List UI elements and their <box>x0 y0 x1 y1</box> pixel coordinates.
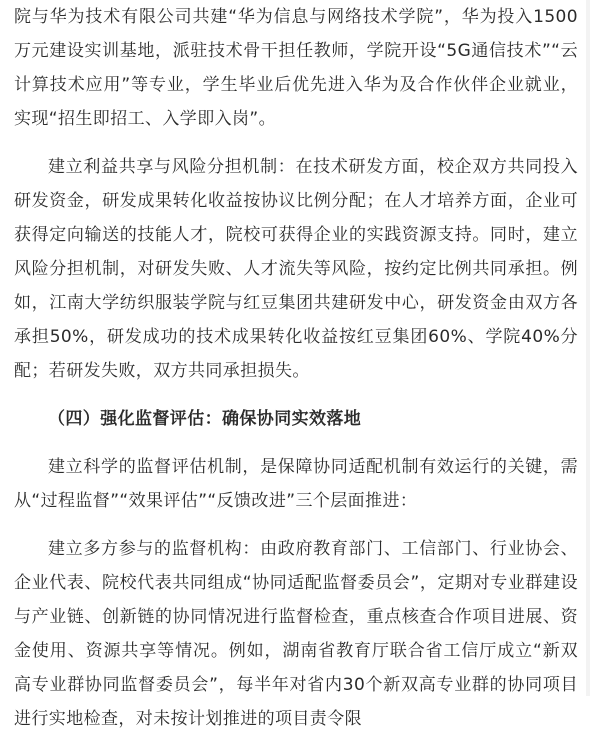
paragraph-benefit-sharing: 建立利益共享与风险分担机制：在技术研发方面，校企双方共同投入研发资金，研发成果转化收益按协议比例分配；在人才培养方面，企业可获得定向输送的技能人才，院校可获得企业的实践资源支持。同时，建立风险分担机制，对研发失败、人才流失等风险，按约定比例共同承担。例如，江南大学纺织服装学院与红豆集团共建研发中心，研发资金由双方各承担50%，研发成功的技术成果转化收益按红豆集团60%、学院40%分配；若研发失败，双方共同承担损失。 <box>14 157 578 381</box>
scrollbar-track[interactable] <box>586 0 590 696</box>
paragraph-evaluation-intro: 建立科学的监督评估机制，是保障协同适配机制有效运行的关键，需从“过程监督”“效果评估”“反馈改进”三个层面推进： <box>14 457 578 511</box>
section-heading: （四）强化监督评估：确保协同实效落地 <box>48 409 362 429</box>
paragraph-gap <box>14 436 578 450</box>
paragraph-huawei-example: 院与华为技术有限公司共建“华为信息与网络技术学院”，华为投入1500万元建设实训基地，派驻技术骨干担任教师，学院开设“5G通信技术”“云计算技术应用”等专业，学生毕业后优先进入华为及合作伙伴企业就业，实现“招生即招工、入学即入岗”。 <box>14 7 578 129</box>
paragraph-gap <box>14 136 578 150</box>
document-body <box>14 0 578 736</box>
paragraph-gap <box>14 518 578 532</box>
paragraph-supervision-body: 建立多方参与的监督机构：由政府教育部门、工信部门、行业协会、企业代表、院校代表共同组成“协同适配监督委员会”，定期对专业群建设与产业链、创新链的协同情况进行监督检查，重点核查合作项目进展、资金使用、资源共享等情况。例如，湖南省教育厅联合省工信厅成立“新双高专业群协同监督委员会”，每半年对省内30个新双高专业群的协同项目进行实地检查，对未按计划推进的项目责令限 <box>14 539 578 729</box>
paragraph-gap <box>14 388 578 402</box>
